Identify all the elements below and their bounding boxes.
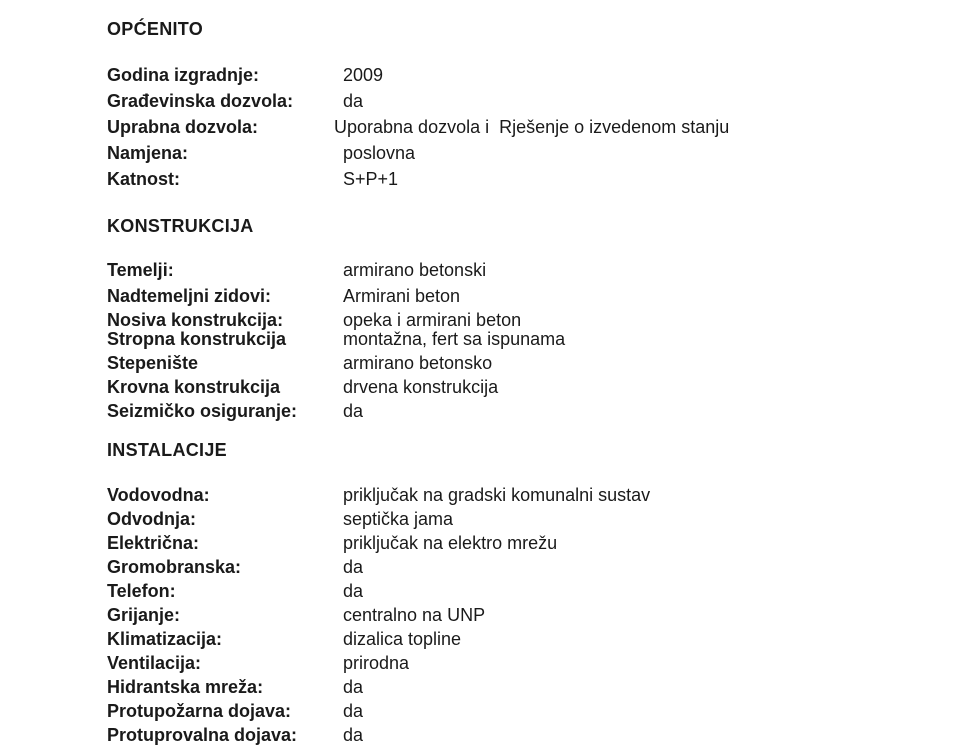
row-value: da — [343, 581, 364, 601]
row-value: da — [343, 91, 364, 111]
row-value: armirano betonski — [343, 260, 487, 280]
row-label: Namjena: — [107, 143, 189, 163]
row-value: drvena konstrukcija — [343, 377, 499, 397]
table-row — [107, 375, 940, 399]
table-row — [107, 399, 940, 423]
row-label: Hidrantska mreža: — [107, 677, 264, 697]
row-label: Grijanje: — [107, 605, 181, 625]
row-value: 2009 — [343, 65, 384, 85]
table-row — [107, 675, 940, 699]
row-value: montažna, fert sa ispunama — [343, 329, 566, 349]
row-value: centralno na UNP — [343, 605, 486, 625]
row-value: prirodna — [343, 653, 410, 673]
row-value: da — [343, 701, 364, 721]
table-row — [107, 723, 940, 747]
section-heading: OPĆENITO — [107, 19, 204, 39]
row-label: Seizmičko osiguranje: — [107, 401, 298, 421]
row-label: Stepenište — [107, 353, 199, 373]
row-label: Protupožarna dojava: — [107, 701, 292, 721]
row-value: dizalica topline — [343, 629, 462, 649]
row-label: Ventilacija: — [107, 653, 202, 673]
row-label: Godina izgradnje: — [107, 65, 260, 85]
row-label: Krovna konstrukcija — [107, 377, 281, 397]
table-row — [107, 351, 940, 375]
table-row — [107, 88, 940, 114]
table-row — [107, 483, 940, 507]
table-row — [107, 62, 940, 88]
row-value: Uporabna dozvola i Rješenje o izvedenom stanju — [334, 117, 730, 137]
section-opcenito — [107, 16, 940, 192]
row-value: septička jama — [343, 509, 454, 529]
row-label: Klimatizacija: — [107, 629, 223, 649]
row-value: da — [343, 725, 364, 745]
row-value: armirano betonsko — [343, 353, 493, 373]
table-row — [107, 579, 940, 603]
table-row — [107, 555, 940, 579]
row-label: Temelji: — [107, 260, 174, 280]
table-row — [107, 531, 940, 555]
table-row — [107, 507, 940, 531]
row-label: Gromobranska: — [107, 557, 242, 577]
row-label: Vodovodna: — [107, 485, 210, 505]
row-label: Uprabna dozvola: — [107, 117, 259, 137]
table-row — [107, 327, 940, 351]
section-rows — [107, 483, 940, 747]
row-label: Nosiva konstrukcija: — [107, 310, 284, 330]
section-instalacije — [107, 437, 940, 747]
row-label: Protuprovalna dojava: — [107, 725, 298, 745]
row-value: priključak na gradski komunalni sustav — [343, 485, 651, 505]
row-label: Građevinska dozvola: — [107, 91, 294, 111]
table-row — [107, 603, 940, 627]
row-label: Telefon: — [107, 581, 176, 601]
row-label: Nadtemeljni zidovi: — [107, 286, 272, 306]
section-rows — [107, 62, 940, 192]
row-value: S+P+1 — [343, 169, 399, 189]
sections-container — [107, 16, 940, 747]
row-value: da — [343, 557, 364, 577]
row-label: Stropna konstrukcija — [107, 329, 287, 349]
table-row — [107, 140, 940, 166]
section-heading: INSTALACIJE — [107, 440, 227, 460]
table-row — [107, 651, 940, 675]
row-value: poslovna — [343, 143, 416, 163]
table-row — [107, 166, 940, 192]
row-value: Armirani beton — [343, 286, 461, 306]
table-row — [107, 699, 940, 723]
row-value: da — [343, 401, 364, 421]
table-row — [107, 627, 940, 651]
row-value: opeka i armirani beton — [343, 310, 522, 330]
row-value: da — [343, 677, 364, 697]
section-konstrukcija — [107, 213, 940, 423]
table-row — [107, 258, 940, 282]
row-label: Električna: — [107, 533, 200, 553]
table-row — [107, 284, 940, 308]
row-value: priključak na elektro mrežu — [343, 533, 558, 553]
section-heading: KONSTRUKCIJA — [107, 216, 254, 236]
section-rows — [107, 258, 940, 423]
row-label: Odvodnja: — [107, 509, 196, 529]
table-row — [107, 114, 940, 140]
row-label: Katnost: — [107, 169, 180, 189]
